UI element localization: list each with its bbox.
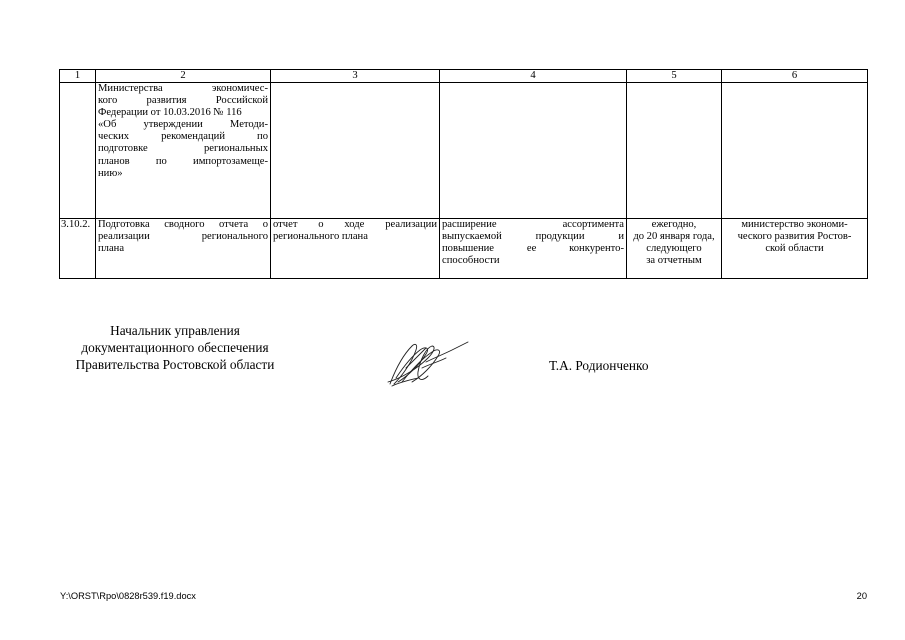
responsible-cell [722, 83, 868, 219]
header-cell: 5 [627, 70, 722, 83]
cell-line: Министерства экономичес- [98, 83, 268, 94]
position-line: Правительства Ростовской области [75, 357, 275, 372]
cell-line: планов по импортозамеще- [98, 155, 268, 167]
position-line: документационного обеспечения [81, 340, 269, 355]
cell-line: расширение ассортимента [442, 219, 624, 230]
deadline-cell [627, 83, 722, 219]
cell-line: следующего [646, 243, 702, 255]
cell-line: регионального плана [273, 231, 368, 243]
signatory-name: Т.А. Родионченко [549, 358, 649, 373]
cell-line: плана [98, 243, 125, 255]
cell-line: ской области [765, 243, 824, 255]
cell-line: министерство экономи- [741, 219, 848, 230]
cell-line: ческих рекомендаций по [98, 131, 268, 143]
header-cell: 3 [271, 70, 440, 83]
cell-line: способности [442, 255, 500, 267]
cell-line: реализации регионального [98, 231, 268, 243]
result-cell [271, 83, 440, 219]
result-cell [271, 219, 440, 279]
row-number-cell [60, 83, 96, 219]
cell-line: нию» [98, 167, 123, 179]
header-cell: 4 [440, 70, 627, 83]
header-cell: 6 [722, 70, 868, 83]
cell-line: выпускаемой продукции и [442, 231, 624, 243]
footer-file-path: Y:\ORST\Rpo\0828r539.f19.docx [60, 591, 196, 601]
cell-line: ежегодно, [651, 219, 697, 230]
cell-line: за отчетным [646, 255, 702, 267]
cell-line: Федерации от 10.03.2016 № 116 [98, 107, 242, 119]
cell-line: Подготовка сводного отчета о [98, 219, 268, 230]
table-row [60, 219, 868, 279]
header-cell: 1 [60, 70, 96, 83]
cell-line: подготовке региональных [98, 143, 268, 155]
row-number-cell: 3.10.2. [60, 219, 96, 279]
cell-line: повышение ее конкуренто- [442, 243, 624, 255]
table-row [60, 83, 868, 219]
responsible-cell [722, 219, 868, 279]
goal-cell [440, 83, 627, 219]
description-cell [96, 219, 271, 279]
signatory-position [60, 322, 290, 373]
cell-line: отчет о ходе реализации [273, 219, 437, 230]
description-cell [96, 83, 271, 219]
cell-line: ческого развития Ростов- [737, 231, 852, 243]
cell-line: кого развития Российской [98, 95, 268, 107]
header-cell: 2 [96, 70, 271, 83]
document-table [59, 69, 868, 279]
cell-line: до 20 января года, [633, 231, 715, 243]
handwritten-signature-icon [382, 338, 472, 390]
table-header-row [60, 70, 868, 83]
cell-line: «Об утверждении Методи- [98, 119, 268, 131]
goal-cell [440, 219, 627, 279]
position-line: Начальник управления [110, 323, 240, 338]
deadline-cell [627, 219, 722, 279]
page-number: 20 [856, 591, 867, 601]
